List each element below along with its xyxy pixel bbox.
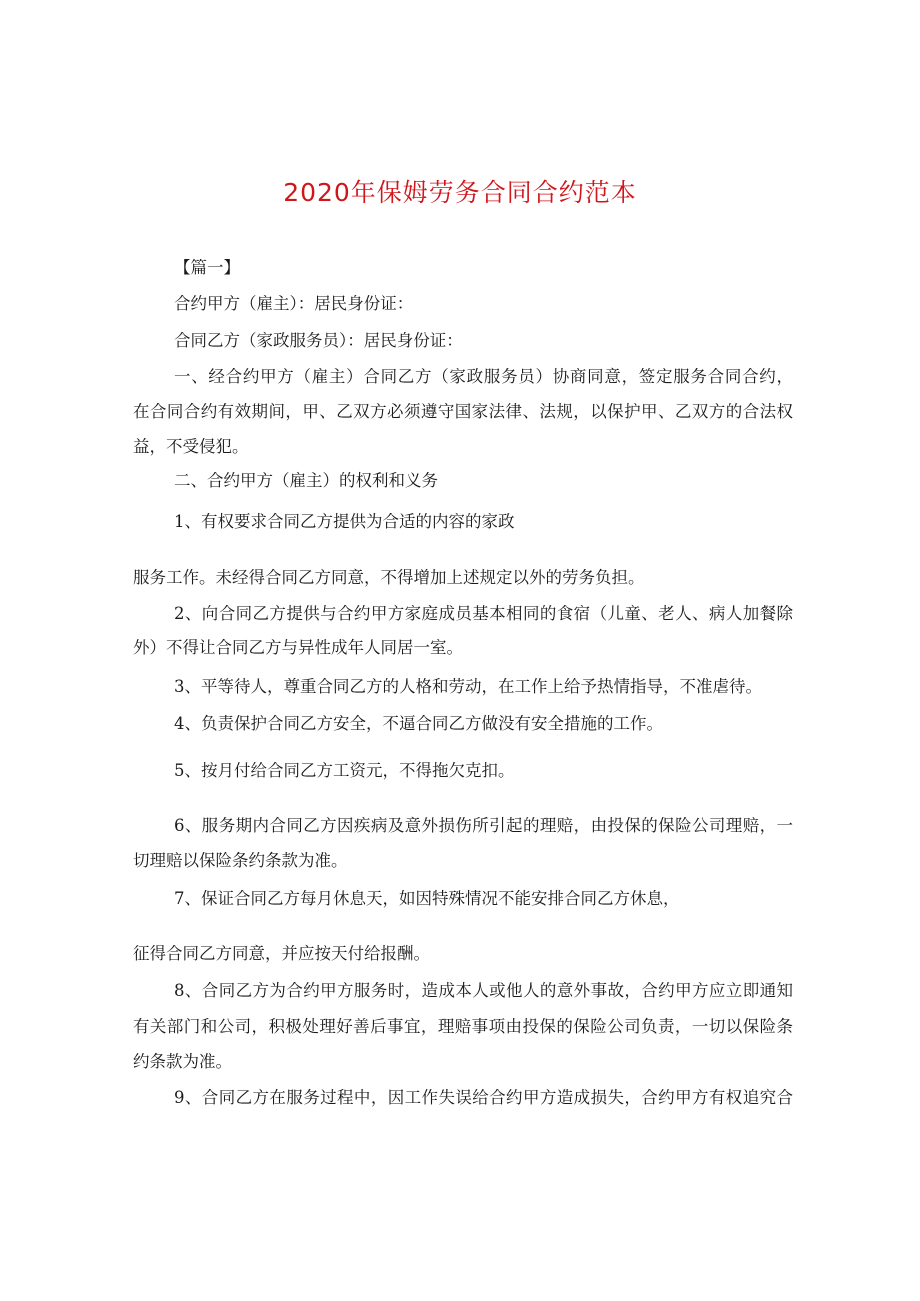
clause-item: 约条款为准。 xyxy=(133,1052,232,1071)
clause-heading: 二、合约甲方（雇主）的权利和义务 xyxy=(174,471,438,490)
paragraph-line: 一、经合约甲方（雇主）合同乙方（家政服务员）协商同意，签定服务合同合约， xyxy=(174,367,793,386)
clause-item: 5、按月付给合同乙方工资元，不得拖欠克扣。 xyxy=(174,761,515,780)
section-heading: 【篇一】 xyxy=(174,258,240,277)
clause-item: 3、平等待人，尊重合同乙方的人格和劳动，在工作上给予热情指导，不准虐待。 xyxy=(174,677,762,696)
clause-item: 外）不得让合同乙方与异性成年人同居一室。 xyxy=(133,638,463,657)
document-title: 2020年保姆劳务合同合约范本 xyxy=(283,178,637,207)
clause-item: 征得合同乙方同意，并应按天付给报酬。 xyxy=(133,944,430,963)
clause-item: 服务工作。未经得合同乙方同意，不得增加上述规定以外的劳务负担。 xyxy=(133,568,645,587)
clause-item: 切理赔以保险条约条款为准。 xyxy=(133,851,348,870)
paragraph-line: 在合同合约有效期间，甲、乙双方必须遵守国家法律、法规，以保护甲、乙双方的合法权 xyxy=(133,402,793,421)
clause-item: 9、合同乙方在服务过程中，因工作失误给合约甲方造成损失，合约甲方有权追究合 xyxy=(174,1088,793,1107)
clause-item: 7、保证合同乙方每月休息天，如因特殊情况不能安排合同乙方休息， xyxy=(174,889,680,908)
paragraph-line: 益，不受侵犯。 xyxy=(133,437,249,456)
party-b-line: 合同乙方（家政服务员）：居民身份证： xyxy=(174,331,463,350)
clause-item: 6、服务期内合同乙方因疾病及意外损伤所引起的理赔，由投保的保险公司理赔，一 xyxy=(174,816,793,835)
party-a-line: 合约甲方（雇主）：居民身份证： xyxy=(174,294,414,313)
clause-item: 8、合同乙方为合约甲方服务时，造成本人或他人的意外事故，合约甲方应立即通知 xyxy=(174,981,793,1000)
clause-item: 4、负责保护合同乙方安全，不逼合同乙方做没有安全措施的工作。 xyxy=(174,714,663,733)
clause-item: 1、有权要求合同乙方提供为合适的内容的家政 xyxy=(174,512,515,531)
clause-item: 2、向合同乙方提供与合约甲方家庭成员基本相同的食宿（儿童、老人、病人加餐除 xyxy=(174,604,793,623)
clause-item: 有关部门和公司，积极处理好善后事宜，理赔事项由投保的保险公司负责，一切以保险条 xyxy=(133,1017,793,1036)
